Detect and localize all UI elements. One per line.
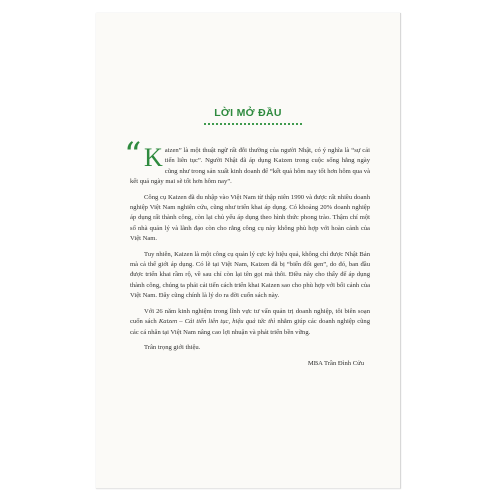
- dropcap-letter: K: [144, 143, 163, 172]
- page-title: LỜI MỞ ĐẦU: [214, 107, 282, 119]
- paragraph-4-text-after: nhằm giúp các doanh nghiệp cũng các cá nhân tại Việt Nam nâng cao lợi nhuận và phát triển bền vững.: [130, 318, 371, 336]
- book-page: [96, 13, 401, 489]
- author-signature: MBA Trần Đình Cửu: [307, 360, 364, 368]
- paragraph-2: Công cụ Kaizen đã du nhập vào Việt Nam từ thập niên 1990 và được rất nhiều doanh nghiệp Việt Nam nghiên cứu, cũng như triển khai áp dụng. Có khoảng 20% doanh nghiệp áp dụng rất thành công, còn lại chủ yếu áp dụng theo hình thức phong trào. Thậm chí một số nhà quản lý và lãnh đạo còn cho rằng công cụ này không phù hợp với hoàn cảnh của Việt Nam.: [130, 193, 370, 242]
- quote-mark-icon: “: [124, 135, 142, 175]
- paragraph-4-text-before: Với 26 năm kinh nghiệm trong lĩnh vực tư vấn quản trị doanh nghiệp, tôi biên soạn cuốn sách: [130, 307, 370, 326]
- closing-line: Trân trọng giới thiệu.: [144, 344, 201, 352]
- paragraph-3: Tuy nhiên, Kaizen là một công cụ quản lý cực kỳ hiệu quả, không chỉ được Nhật Bản mà cả thế giới áp dụng. Có lẽ tại Việt Nam, Kaizen đã bị “biến đổi gen”, do đó, ban đầu được triển khai rầm rộ, về sau chỉ còn lại tên gọi mà thôi. Điều này cho thấy để áp dụng thành công, chúng ta phải cải tiến cách triển khai Kaizen sao cho phù hợp với bối cảnh của Việt Nam. Đây cũng chính là lý do ra đời cuốn sách này.: [130, 250, 370, 300]
- title-dotted-divider: [204, 123, 302, 125]
- paragraph-4: [130, 307, 370, 338]
- paragraph-1-text: aizen” là một thuật ngữ rất đỗi thường của người Nhật, có ý nghĩa là “sự cải tiến liên tục”. Người Nhật đã áp dụng Kaizen trong cuộc sống hằng ngày cũng như trong sản xuất kinh doanh để “kết quả hôm nay tốt hơn hôm qua và kết quả ngày mai sẽ tốt hơn hôm nay”.: [130, 147, 370, 185]
- preface-body: [124, 135, 371, 375]
- paragraph-1: [124, 135, 370, 187]
- book-title-italic: Kaizen – Cải tiến liên tục, hiệu quả tức thì: [158, 318, 276, 326]
